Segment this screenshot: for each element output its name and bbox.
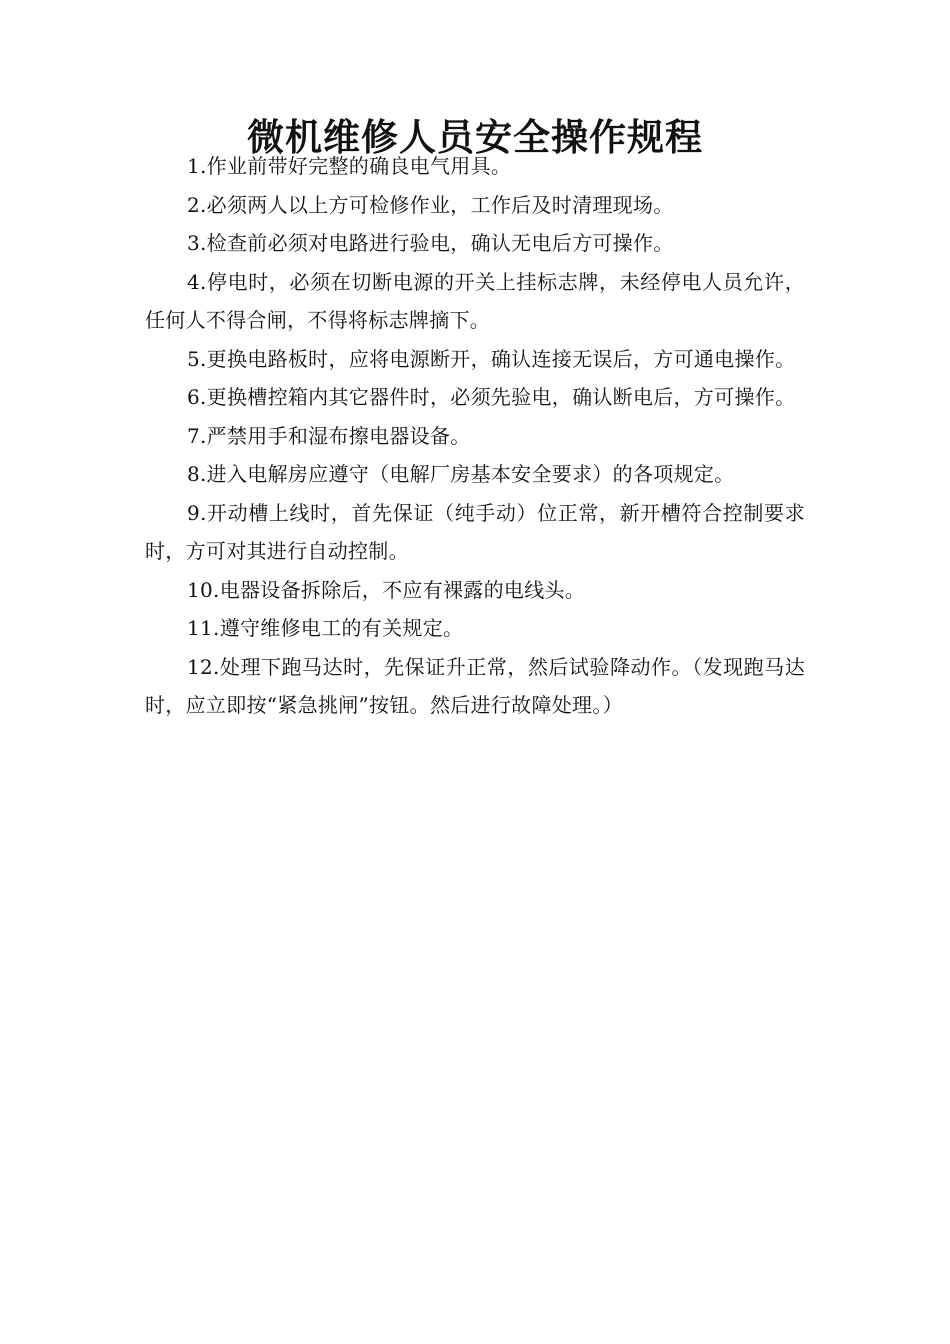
rule-item-10: 10.电器设备拆除后，不应有裸露的电线头。 bbox=[187, 577, 586, 602]
rule-item-2: 2.必须两人以上方可检修作业，工作后及时清理现场。 bbox=[187, 192, 674, 217]
rule-item-9: 9.开动槽上线时，首先保证（纯手动）位正常，新开槽符合控制要求时，方可对其进行自动控制。 bbox=[145, 500, 805, 563]
rule-item-4: 4.停电时，必须在切断电源的开关上挂标志牌，未经停电人员允许，任何人不得合闸，不得将标志牌摘下。 bbox=[145, 269, 805, 332]
rules-list bbox=[145, 147, 805, 725]
rule-item-1: 1.作业前带好完整的确良电气用具。 bbox=[187, 154, 512, 178]
rule-item-12: 12.处理下跑马达时，先保证升正常，然后试验降动作。（发现跑马达时，应立即按“紧急挑闸”按钮。然后进行故障处理。） bbox=[145, 654, 805, 717]
rule-item-7: 7.严禁用手和湿布擦电器设备。 bbox=[187, 423, 471, 448]
rule-item-8: 8.进入电解房应遵守（电解厂房基本安全要求）的各项规定。 bbox=[187, 462, 735, 486]
document-title: 微机维修人员安全操作规程 bbox=[247, 115, 703, 159]
rule-item-11: 11.遵守维修电工的有关规定。 bbox=[187, 616, 464, 640]
rule-item-3: 3.检查前必须对电路进行验电，确认无电后方可操作。 bbox=[187, 231, 674, 255]
rule-item-6: 6.更换槽控箱内其它器件时，必须先验电，确认断电后，方可操作。 bbox=[187, 385, 796, 409]
rule-item-5: 5.更换电路板时，应将电源断开，确认连接无误后，方可通电操作。 bbox=[187, 346, 796, 371]
